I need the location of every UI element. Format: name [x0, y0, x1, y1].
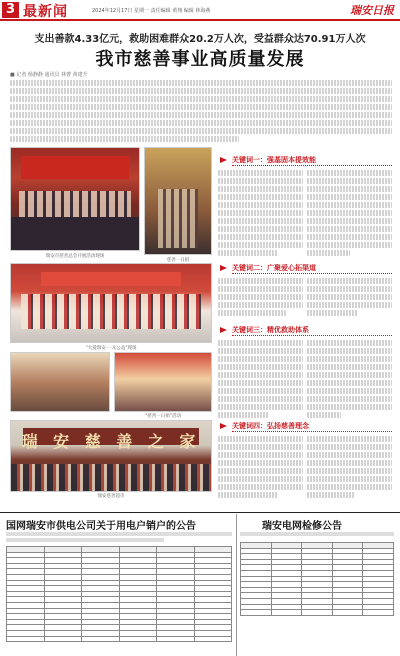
photo-small [144, 147, 212, 255]
photo-charity-store: 瑞 安 慈 善 之 家 [10, 420, 212, 492]
section-text [218, 278, 303, 322]
section-header: 关键词二：广聚爱心拓渠道 [218, 262, 392, 274]
ads-divider [0, 512, 400, 513]
photo-group [10, 263, 212, 343]
section-header: 关键词一：强基固本提效能 [218, 154, 392, 166]
section-text [218, 170, 303, 258]
section-text [218, 436, 303, 500]
photo-caption: “慈善一日捐”活动 [144, 414, 182, 419]
article-byline: ■ 记者 杨静静 通讯员 林曹 黄建升 [10, 72, 88, 78]
section-text [307, 436, 392, 500]
ad-right-table [240, 542, 394, 616]
intro-text [10, 80, 392, 144]
article-kicker: 支出善款4.33亿元，救助困难群众20.2万人次，受益群众达70.91万人次 [34, 34, 366, 45]
section-text [307, 340, 392, 418]
newspaper-logo: 瑞安日报 [350, 4, 394, 17]
masthead [0, 0, 400, 21]
photo-mid-left [10, 352, 110, 412]
section-text [307, 278, 392, 322]
photo-caption: 瑞安慈善超市 [97, 494, 125, 499]
photo-caption: 慈善一日捐 [166, 258, 190, 263]
masthead-meta: 2024年12月17日 星期一 责任编辑 黄翔 编辑 林海燕 [92, 8, 211, 14]
ad-right-title: 瑞安电网检修公告 [262, 521, 342, 532]
section-name: 最新闻 [23, 4, 68, 20]
photo-mid-right [114, 352, 212, 412]
ad-left-table [6, 546, 232, 642]
article-headline: 我市慈善事业高质量发展 [95, 49, 305, 70]
page-number: 3 [2, 2, 19, 18]
ad-left-title: 国网瑞安市供电公司关于用电户销户的公告 [6, 521, 196, 532]
ad-left-body [6, 532, 232, 544]
photo-caption: “大爱瑞安·一元公益”现场 [85, 346, 137, 351]
photo-ceremony [10, 147, 140, 251]
ad-right-body [240, 532, 394, 542]
section-header: 关键词三：精优救助体系 [218, 324, 392, 336]
section-text [307, 170, 392, 258]
photo-caption: 瑞安市慈善总会开展活动现场 [45, 254, 105, 259]
section-text [218, 340, 303, 418]
section-header: 关键词四：弘扬慈善理念 [218, 420, 392, 432]
ads-vertical-divider [236, 514, 237, 656]
